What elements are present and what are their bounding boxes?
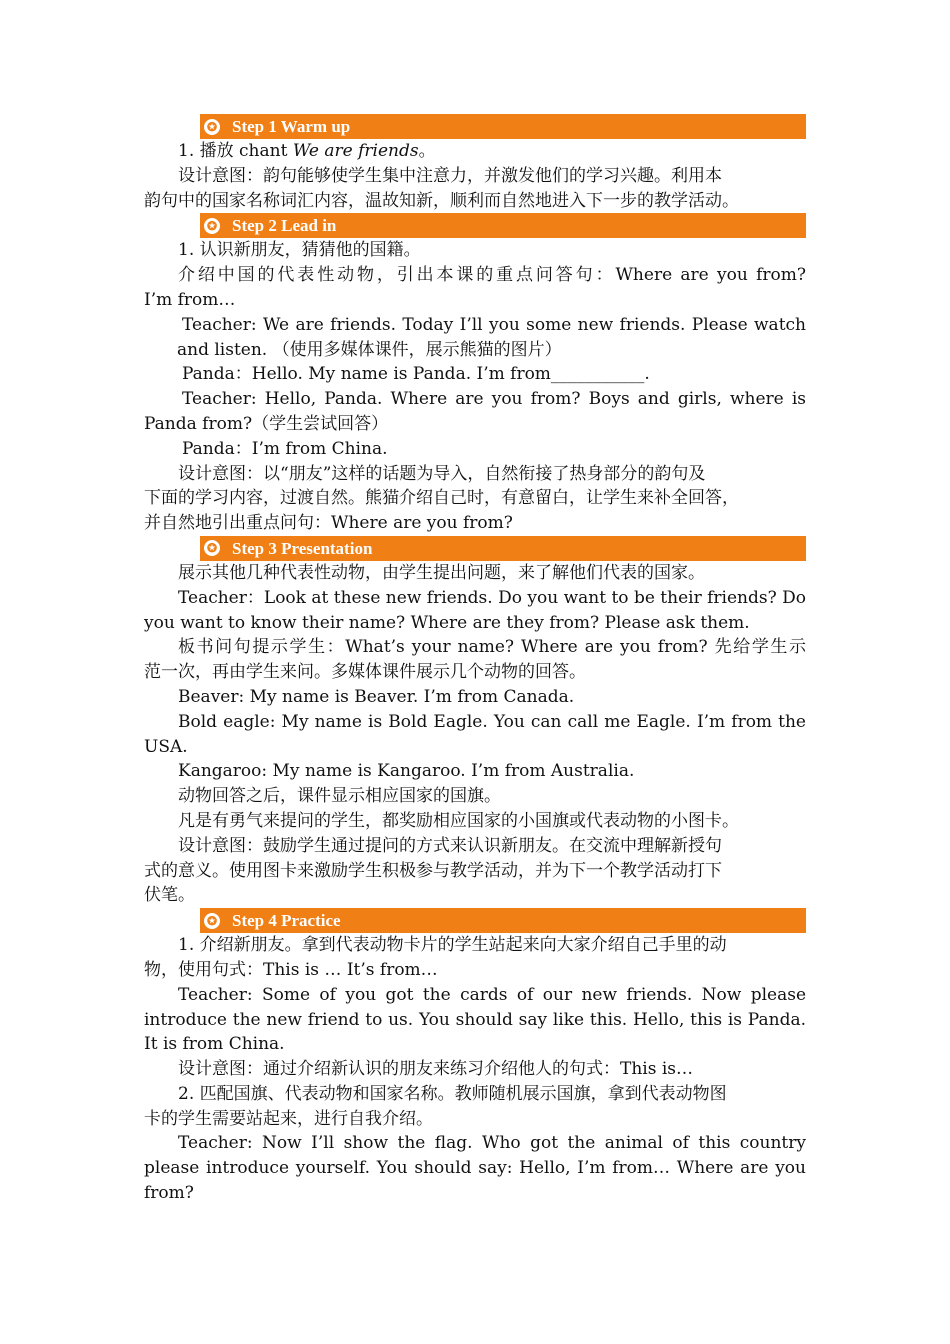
step3-line: 设计意图：鼓励学生通过提问的方式来认识新朋友。在交流中理解新授句	[178, 835, 722, 856]
step3-line: Bold eagle: My name is Bold Eagle. You can call me Eagle. I’m from the	[178, 711, 806, 732]
document-body	[144, 114, 806, 1206]
step3-line: 板书问句提示学生：What’s your name? Where are you from? 先给学生示	[178, 637, 806, 658]
step4-header	[200, 908, 806, 933]
star-icon: ✪	[204, 218, 220, 234]
step1-line1: 1. 播放 chant We are friends。	[178, 141, 436, 161]
step1-design-2: 韵句中的国家名称词汇内容，温故知新，顺利而自然地进入下一步的教学活动。	[144, 190, 739, 211]
step2-design: 设计意图：以“朋友”这样的话题为导入，自然衔接了热身部分的韵句及	[178, 463, 706, 484]
step2-line: Panda from?（学生尝试回答）	[144, 413, 389, 434]
step3-title: Step 3 Presentation	[232, 538, 373, 558]
step4-line: 设计意图：通过介绍新认识的朋友来练习介绍他人的句式：This is…	[178, 1059, 694, 1080]
star-icon: ✪	[204, 540, 220, 556]
step2-design: 下面的学习内容，过渡自然。熊猫介绍自己时，有意留白，让学生来补全回答，	[144, 488, 739, 509]
step4-line: 1. 介绍新朋友。拿到代表动物卡片的学生站起来向大家介绍自己手里的动	[178, 935, 727, 956]
step2-line: and listen. （使用多媒体课件，展示熊猫的图片）	[177, 339, 562, 360]
step3-line: 展示其他几种代表性动物，由学生提出问题，来了解他们代表的国家。	[178, 562, 705, 583]
step1-design-1: 设计意图：韵句能够使学生集中注意力，并激发他们的学习兴趣。利用本	[178, 165, 722, 186]
step2-header	[200, 213, 806, 238]
step4-line: from?	[144, 1183, 194, 1204]
step3-line: 动物回答之后，课件显示相应国家的国旗。	[178, 786, 501, 807]
step4-line: It is from China.	[144, 1034, 285, 1055]
star-icon: ✪	[204, 913, 220, 929]
step3-line: Teacher：Look at these new friends. Do you want to be their friends? Do	[178, 587, 806, 608]
step1-title: Step 1 Warm up	[232, 117, 351, 136]
step2-line: Teacher: Hello, Panda. Where are you from? Boys and girls, where is	[182, 389, 806, 410]
step2-title: Step 2 Lead in	[232, 216, 337, 236]
step4-line: introduce the new friend to us. You should say like this. Hello, this is Panda.	[144, 1009, 806, 1030]
step3-line: you want to know their name? Where are they from? Please ask them.	[144, 612, 750, 633]
step3-header	[200, 536, 806, 561]
step2-line: I’m from…	[144, 289, 236, 310]
step3-line: 凡是有勇气来提问的学生，都奖励相应国家的小国旗或代表动物的小图卡。	[178, 810, 739, 831]
step2-line: Panda：Hello. My name is Panda. I’m from___________.	[182, 364, 650, 385]
step3-line: 伏笔。	[144, 885, 195, 906]
step2-line: 1. 认识新朋友，猜猜他的国籍。	[178, 240, 421, 261]
step4-line: Teacher: Now I’ll show the flag. Who got the animal of this country	[178, 1133, 806, 1154]
step4-title: Step 4 Practice	[232, 911, 341, 931]
step1-header	[200, 114, 806, 139]
step2-line: Panda：I’m from China.	[182, 438, 388, 459]
step2-line: 介绍中国的代表性动物，引出本课的重点问答句：Where are you from?	[178, 265, 806, 286]
step3-line: Beaver: My name is Beaver. I’m from Canada.	[178, 686, 575, 707]
step3-line: Kangaroo: My name is Kangaroo. I’m from Australia.	[178, 761, 635, 782]
step4-line: please introduce yourself. You should say: Hello, I’m from… Where are you	[144, 1158, 806, 1179]
step4-line: 2. 匹配国旗、代表动物和国家名称。教师随机展示国旗，拿到代表动物图	[178, 1083, 727, 1104]
step2-line: Teacher: We are friends. Today I’ll you some new friends. Please watch	[182, 314, 806, 335]
step4-line: 卡的学生需要站起来，进行自我介绍。	[144, 1108, 433, 1129]
step4-line: 物，使用句式：This is … It’s from…	[144, 959, 438, 980]
step3-line: 范一次，再由学生来问。多媒体课件展示几个动物的回答。	[144, 662, 586, 683]
step3-line: 式的意义。使用图卡来激励学生积极参与教学活动，并为下一个教学活动打下	[144, 860, 722, 881]
step3-line: USA.	[144, 736, 188, 757]
star-icon: ✪	[204, 119, 220, 135]
step2-design: 并自然地引出重点问句：Where are you from?	[144, 513, 513, 534]
step4-line: Teacher: Some of you got the cards of our new friends. Now please	[178, 984, 806, 1005]
